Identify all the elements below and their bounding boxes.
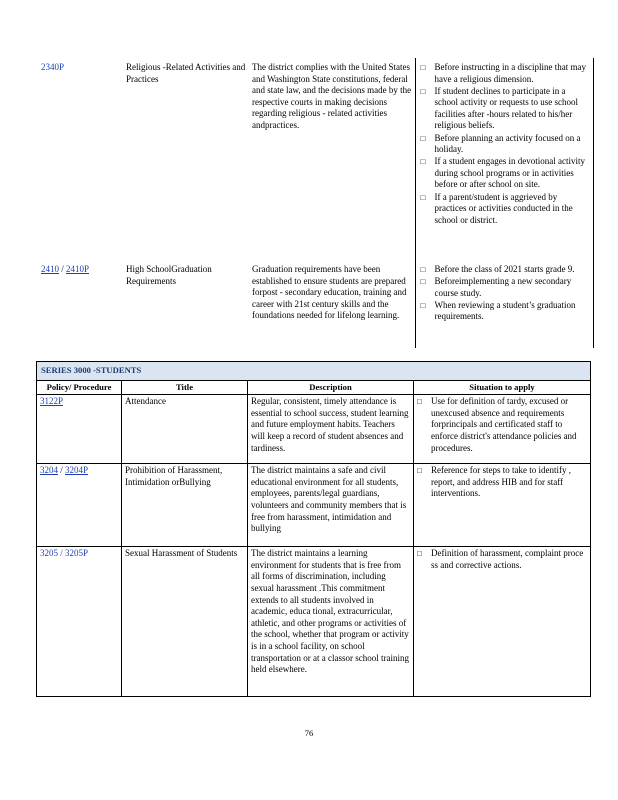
list-item: □ If a parent/student is aggrieved by practices or activities conducted in the school or district. <box>421 192 590 227</box>
situation-cell <box>414 395 591 464</box>
list-item: □ Before the class of 2021 starts grade 9. <box>421 264 590 276</box>
table-row <box>38 264 593 348</box>
list-item: □ Beforeimplementing a new secondary course study. <box>421 276 590 299</box>
column-header-situation: Situation to apply <box>414 380 591 395</box>
series-header-row <box>37 362 591 381</box>
procedure-link[interactable]: 3205P <box>65 548 89 559</box>
situation-cell <box>414 547 591 697</box>
list-item: □ Use for definition of tardy, excused or unexcused absence and requirements forprincipals and certificated staff to enforce district's attendance policies and procedures. <box>417 396 587 454</box>
title-cell: High SchoolGraduation Requirements <box>126 264 212 286</box>
list-item: □ Definition of harassment, complaint proce ss and corrective actions. <box>417 548 587 571</box>
policy-link[interactable]: 3122P <box>40 396 64 407</box>
policy-cell <box>37 464 122 547</box>
list-item: □ Before planning an activity focused on a holiday. <box>421 133 590 156</box>
column-header-policy: Policy/ Procedure <box>37 380 122 395</box>
description-cell: The district maintains a learning environment for students that is free from all forms of discrimination, including sexual harassment .This commitment extends to all students involved in academic, educa tional, extracurricular, athletic, and other programs or activities of the school, whether that program or activity is in a school facility, on school transportation or at a classor school training held elsewhere. <box>248 547 414 697</box>
situation-cell <box>414 464 591 547</box>
policy-link[interactable]: 3205 <box>40 548 58 559</box>
description-cell: The district complies with the United States and Washington State constitutions, federal and state law, and the decisions made by the respective courts in making decisions regarding religious - related activities andpractices. <box>252 62 412 130</box>
list-item: □ If student declines to participate in a school activity or requests to use school facilities after -hours related to his/her religious beliefs. <box>421 86 590 132</box>
list-item: □ Before instructing in a discipline that may have a religious dimension. <box>421 62 590 85</box>
policy-separator: / <box>59 264 67 274</box>
policy-link[interactable]: 2410 <box>41 264 59 274</box>
policy-cell <box>38 264 123 348</box>
situation-cell <box>415 58 593 264</box>
title-cell: Sexual Harassment of Students <box>122 547 248 697</box>
description-cell: The district maintains a safe and civil educational environment for all students, employees, parents/legal guardians, volunteers and community members that is free from harassment, intimidation and bullying <box>248 464 414 547</box>
policy-separator: / <box>58 548 66 559</box>
policy-table-continued <box>38 58 594 348</box>
column-header-title: Title <box>122 380 248 395</box>
page-number: 76 <box>304 728 314 738</box>
column-header-row <box>37 380 591 395</box>
column-header-description: Description <box>248 380 414 395</box>
series-heading: SERIES 3000 -STUDENTS <box>37 362 591 381</box>
title-cell: Attendance <box>122 395 248 464</box>
policy-link[interactable]: 2340P <box>41 62 65 72</box>
policy-separator: / <box>58 465 66 476</box>
series-3000-table <box>36 361 591 697</box>
policy-cell <box>37 395 122 464</box>
description-cell: Graduation requirements have been established to ensure students are prepared forpost - secondary education, training and career with 21st century skills and the foundations needed for lifelong learning. <box>252 264 407 321</box>
list-item: □ When reviewing a student’s graduation requirements. <box>421 300 590 323</box>
procedure-link[interactable]: 2410P <box>66 264 90 274</box>
situation-cell <box>415 264 593 348</box>
description-cell: Regular, consistent, timely attendance is essential to school success, student learning and future employment habits. Teachers will keep a record of student absences and tardiness. <box>248 395 414 464</box>
policy-cell <box>37 547 122 697</box>
list-item: □ If a student engages in devotional activity during school programs or in activities before or after school on site. <box>421 156 590 191</box>
policy-cell <box>38 58 123 264</box>
list-item: □ Reference for steps to take to identify , report, and address HIB and for staff interventions. <box>417 465 587 500</box>
title-cell: Prohibition of Harassment, Intimidation orBullying <box>122 464 248 547</box>
policy-link[interactable]: 3204 <box>40 465 58 476</box>
table-row <box>37 464 591 547</box>
procedure-link[interactable]: 3204P <box>65 465 89 476</box>
table-row <box>37 395 591 464</box>
table-row <box>37 547 591 697</box>
table-row <box>38 58 593 264</box>
title-cell: Religious -Related Activities and Practices <box>126 62 246 84</box>
